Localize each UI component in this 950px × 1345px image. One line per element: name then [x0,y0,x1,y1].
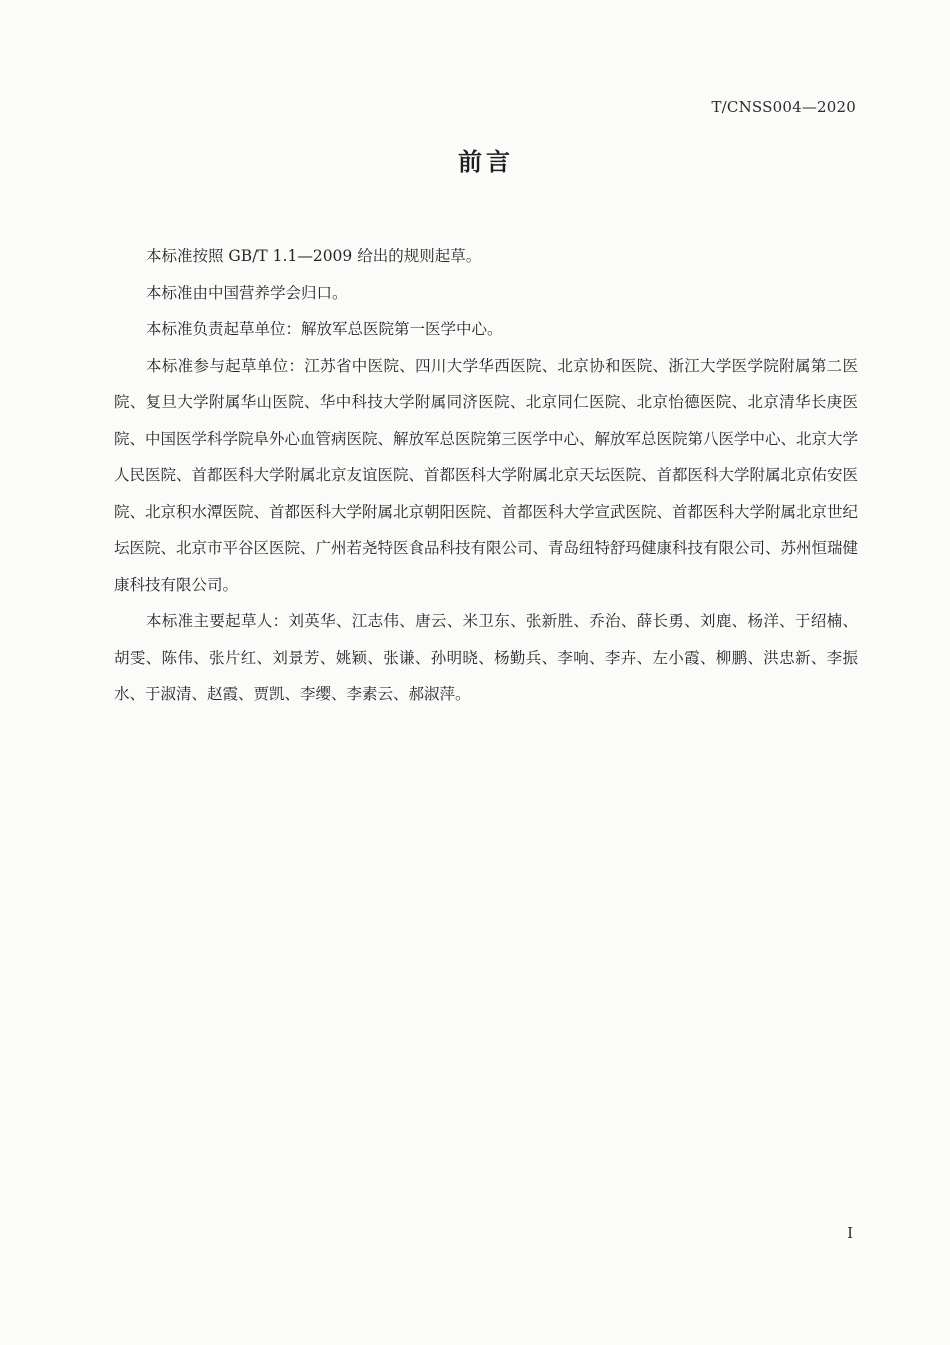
paragraph-main-drafters: 本标准主要起草人：刘英华、江志伟、唐云、米卫东、张新胜、乔治、薛长勇、刘鹿、杨洋、于绍楠、胡雯、陈伟、张片红、刘景芳、姚颖、张谦、孙明晓、杨勤兵、李响、李卉、左小霞、柳鹏、洪忠新、李振水、于淑清、赵霞、贾凯、李缨、李素云、郝淑萍。 [114,612,858,703]
paragraph-administered-by: 本标准由中国营养学会归口。 [146,283,348,302]
foreword-body [114,238,858,713]
page-number: I [847,1224,853,1242]
paragraph-drafting-rules: 本标准按照 GB/T 1.1—2009 给出的规则起草。 [146,247,482,265]
paragraph-participating-units: 本标准参与起草单位：江苏省中医院、四川大学华西医院、北京协和医院、浙江大学医学院附属第二医院、复旦大学附属华山医院、华中科技大学附属同济医院、北京同仁医院、北京怡德医院、北京清华长庚医院、中国医学科学院阜外心血管病医院、解放军总医院第三医学中心、解放军总医院第八医学中心、北京大学人民医院、首都医科大学附属北京友谊医院、首都医科大学附属北京天坛医院、首都医科大学附属北京佑安医院、北京积水潭医院、首都医科大学附属北京朝阳医院、首都医科大学宣武医院、首都医科大学附属北京世纪坛医院、北京市平谷区医院、广州若尧特医食品科技有限公司、青岛纽特舒玛健康科技有限公司、苏州恒瑞健康科技有限公司。 [114,356,859,594]
paragraph-lead-drafting-unit: 本标准负责起草单位：解放军总医院第一医学中心。 [146,320,503,338]
document-code: T/CNSS004—2020 [711,98,856,116]
page-title: 前言 [458,148,514,176]
